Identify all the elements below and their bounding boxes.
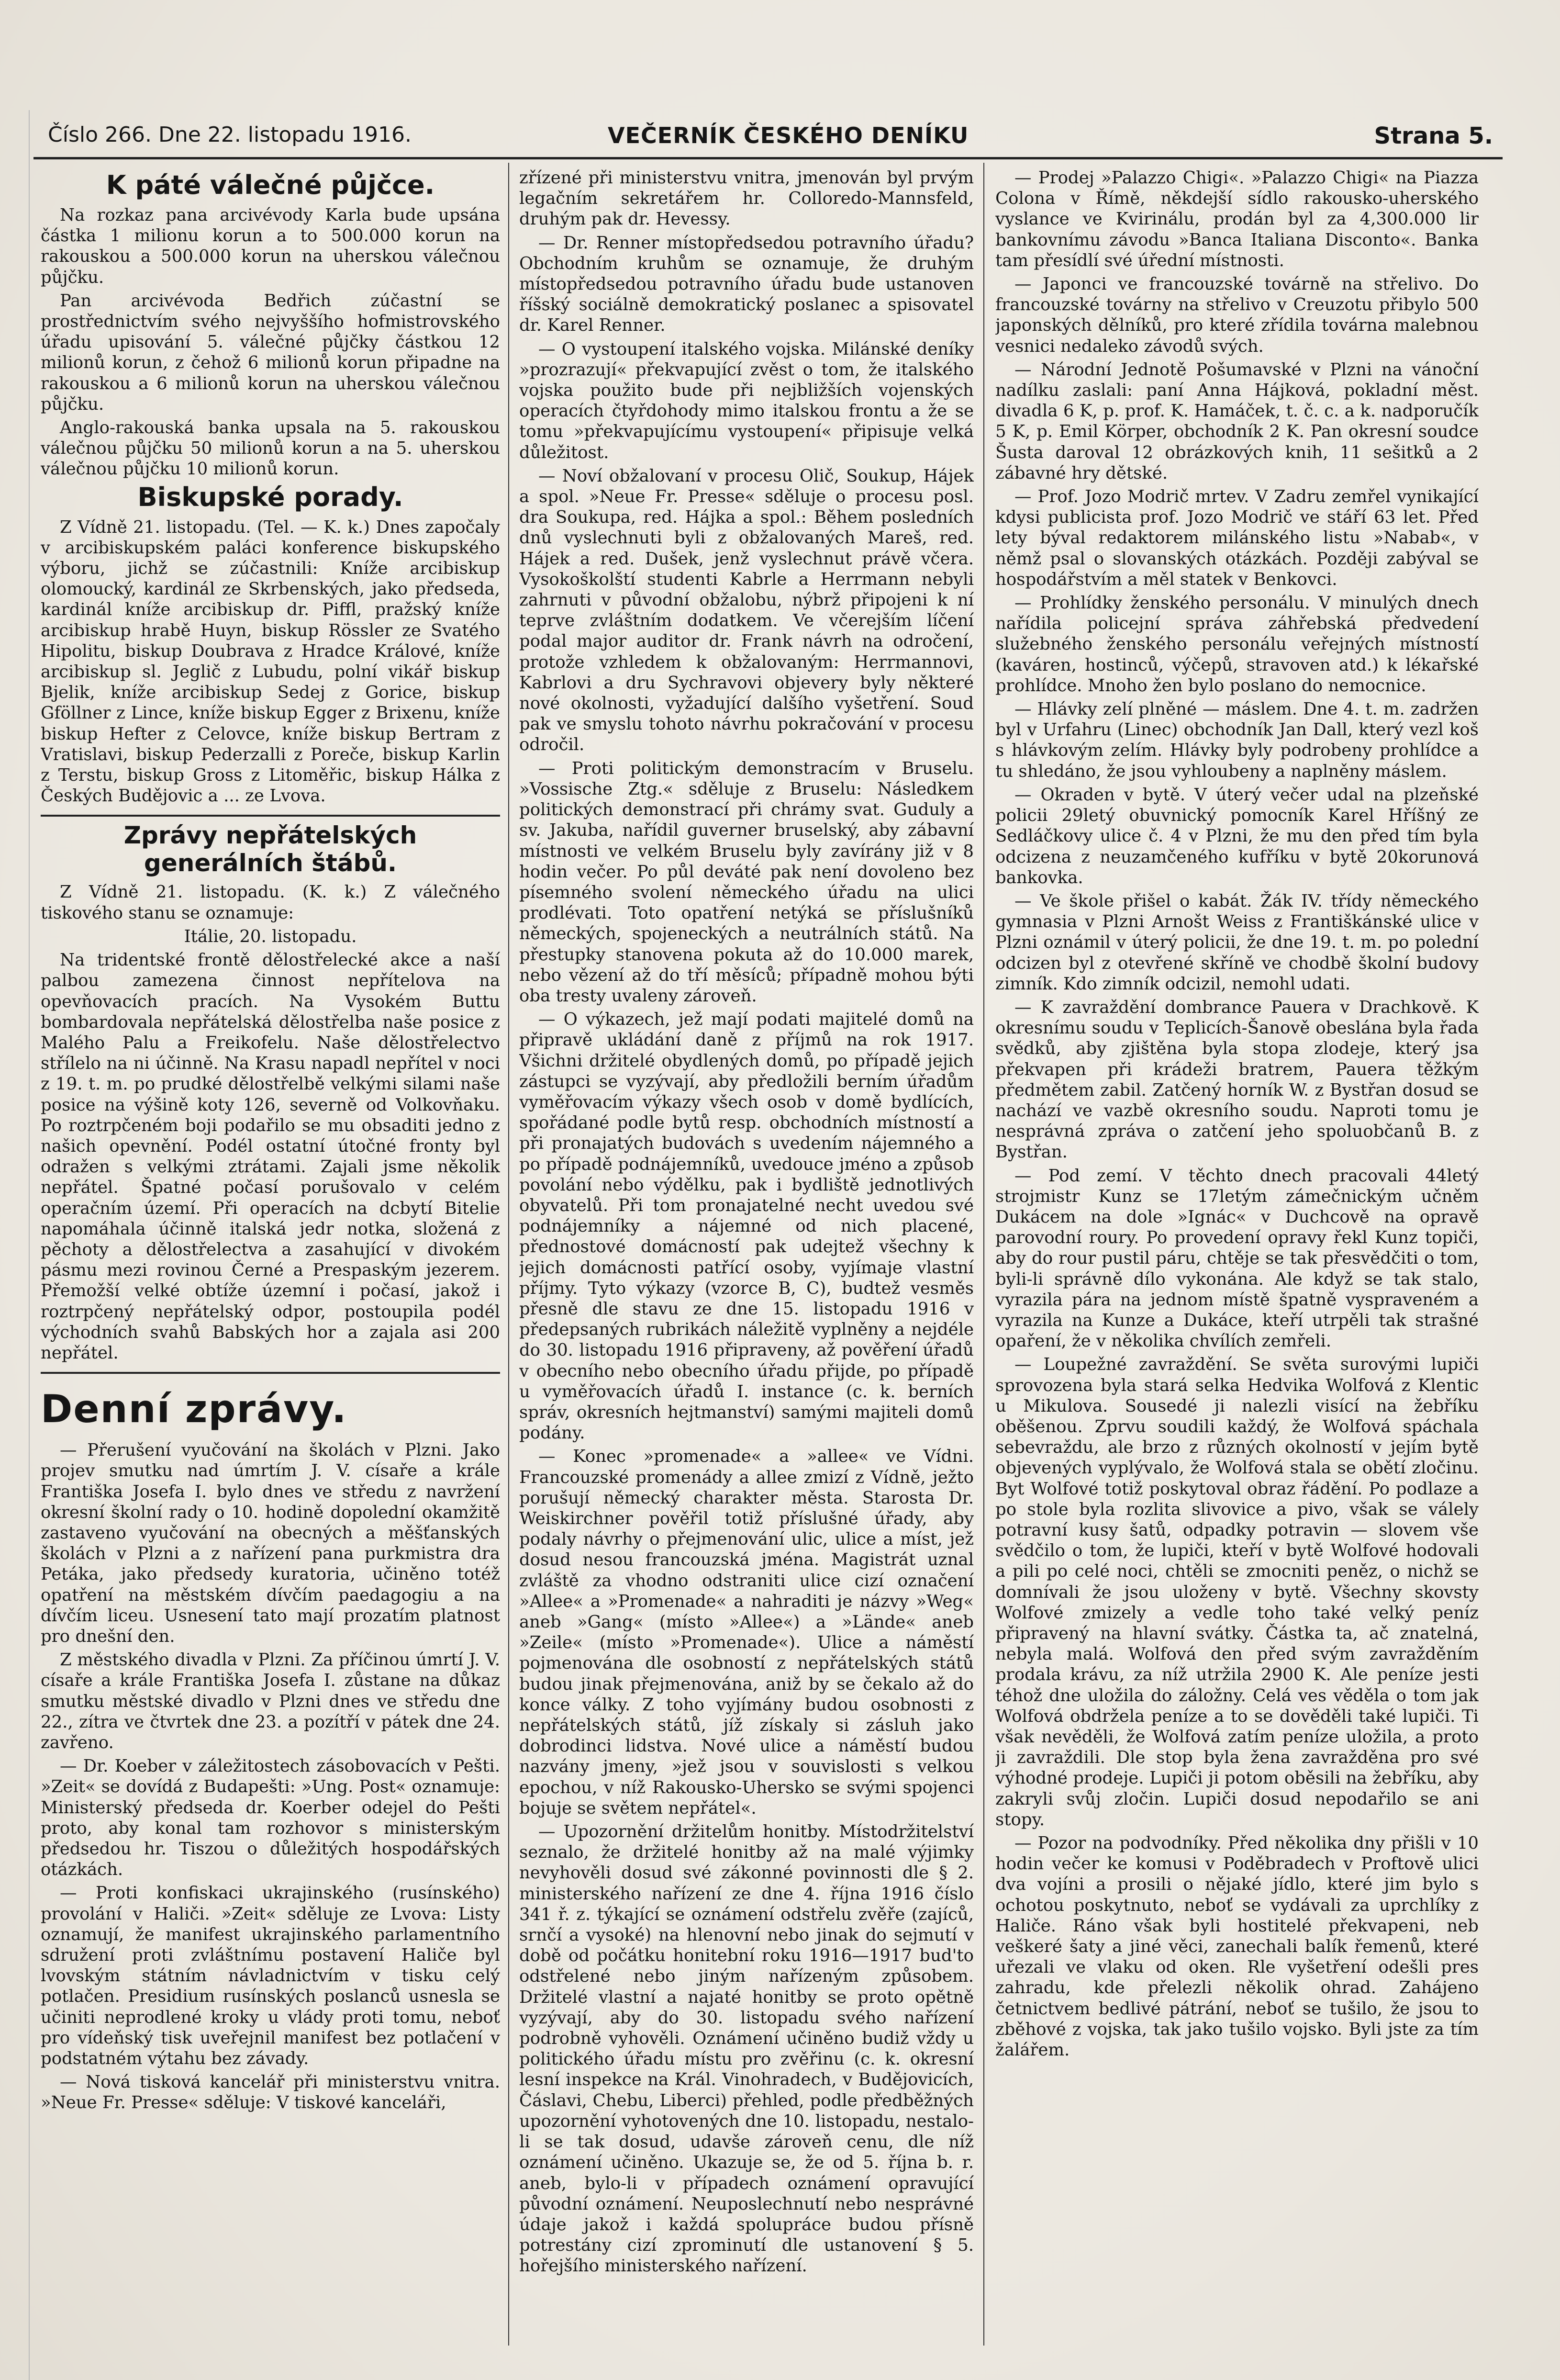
page-number: Strana 5.: [1374, 123, 1493, 149]
article-paragraph: Anglo-rakouská banka upsala na 5. rakouskou válečnou půjčku 50 milionů korun a na 5. uherskou válečnou půjčku 10 milionů korun.: [41, 418, 500, 479]
column-rule: [508, 163, 509, 2346]
article-paragraph: — Přerušení vyučování na školách v Plzni. Jako projev smutku nad úmrtím J. V. císaře a krále Františka Josefa I. bylo dnes ve středu z navržení okresní školní rady o 10. hodině dopolední okamžitě zastaveno vyučování na obecných a měšťanských školách v Plzni a z nařízení pana purkmistra dra Petáka, jako předsedy kuratoria, učiněno totéž opatření na městském dívčím paedagogiu a na dívčím liceu. Usnesení tato mají prozatím platnost pro dnešní den.: [41, 1440, 500, 1646]
article-paragraph: — Proti konfiskaci ukrajinského (rusínského) provolání v Haliči. »Zeit« sděluje ze Lvova: Listy oznamují, že manifest ukrajinského parlamentního sdružení proti zvláštnímu postavení Haliče byl lvovským státním návladnictvím v tisku celý potlačen. Presidium rusínských poslanců usnesla se učiniti neprodlené kroky u vlády proti tomu, neboť pro vídeňský tisk uveřejnil manifest bez potlačení v podstatném výtahu bez závady.: [41, 1883, 500, 2069]
article-paragraph: — Prohlídky ženského personálu. V minulých dnech nařídila policejní správa záhřebská předvedení služebného ženského personálu veřejných místností (kaváren, hostinců, výčepů, stravoven atd.) k lékařské prohlídce. Mnoho žen bylo poslano do nemocnice.: [995, 593, 1479, 696]
article-paragraph: — Dr. Renner místopředsedou potravního úřadu? Obchodním kruhům se oznamuje, že druhým místopředsedou potravního úřadu bude ustanoven říšský sociálně demokratický poslanec a spisovatel dr. Karel Renner.: [519, 233, 974, 336]
article-paragraph: zřízené při ministerstvu vnitra, jmenován byl prvým legačním sekretářem hr. Colloredo-Mannsfeld, druhým pak dr. Hevessy.: [519, 168, 974, 229]
article-paragraph: Na rozkaz pana arcivévody Karla bude upsána částka 1 milionu korun a to 500.000 korun na rakouskou a 500.000 korun na uherskou válečnou půjčku.: [41, 205, 500, 287]
article-paragraph: — Dr. Koeber v záležitostech zásobovacích v Pešti. »Zeit« se dovídá z Budapešti: »Ung. Post« oznamuje: Ministerský předseda dr. Koerber odejel do Pešti proto, aby konal tam rozhovor s ministerským předsedou hr. Tiszou o důležitých hospodářských otázkách.: [41, 1756, 500, 1880]
article-paragraph: Z městského divadla v Plzni. Za příčinou úmrtí J. V. císaře a krále Františka Josefa I. zůstane na důkaz smutku městské divadlo v Plzni dnes ve středu dne 22., zítra ve čtvrtek dne 23. a pozítří v pátek dne 24. zavřeno.: [41, 1650, 500, 1752]
article-paragraph: — Loupežné zavraždění. Se světa surovými lupiči sprovozena byla stará selka Hedvika Wolfová z Klentic u Mikulova. Sousedé ji nalezli visící na žebříku oběšenou. Zprvu soudili každý, že Wolfová spáchala sebevraždu, ale brzo z různých okolností v jejím bytě objevených vyplývalo, že Wolfová stala se obětí zločinu. Byt Wolfové totiž poskytoval obraz řádění. Po podlaze a po stole byla rozlita slivovice a pivo, však se válely potravní kusy šatů, odpadky potravin — slovem vše svědčilo o tom, že lupiči, kteří v bytě Wolfové hodovali a pili po celé noci, chtěli se zmocniti peněz, o nichž se domnívali že jsou uloženy v bytě. Všechny skovsty Wolfové zmizely a vedle toho také velký peníz připravený na hlavní svátky. Částka ta, ač znatelná, nebyla malá. Wolfová den před svým zavražděním prodala krávu, za níž utržila 2900 K. Ale peníze jesti téhož dne uložila do záložny. Celá ves věděla o tom jak Wolfová obdržela peníze a to se dověděli také lupiči. Ti však nevěděli, že Wolfová zatím peníze uložila, a proto ji zavraždili. Dle stop byla žena zavražděna pro své výhodné prodeje. Lupiči ji potom oběsili na žebříku, aby zakryli svůj zločin. Lupiči dosud nepodařilo se ani stopy.: [995, 1355, 1479, 1830]
previous-page-edge: [0, 110, 30, 2380]
heading-war-loan: K páté válečné půjčce.: [106, 170, 435, 200]
article-paragraph: — K zavraždění dombrance Pauera v Drachkově. K okresnímu soudu v Teplicích-Šanově obeslána byla řada svědků, aby zjištěna byla stopa zlodeje, který jsa překvapen při krádeži bratrem, Pauera těžkým předmětem zabil. Zatčený horník W. z Bystřan dosud se nachází ve vazbě okresního soudu. Naproti tomu je nesprávná zpráva o zatčení jeho spoluobčanů B. z Bystřan.: [995, 997, 1479, 1162]
article-paragraph: — Hlávky zelí plněné — máslem. Dne 4. t. m. zadržen byl v Urfahru (Linec) obchodník Jan Dall, který vezl koš s hlávkovým zelím. Hlávky byly podrobeny prohlídce a tu shledáno, že jsou vyhloubeny a naplněny máslem.: [995, 699, 1479, 781]
heading-enemy-reports: Zprávy nepřátelských generálních štábů.: [123, 821, 417, 877]
separator: [41, 815, 500, 817]
article-paragraph: Z Vídně 21. listopadu. (K. k.) Z válečného tiskového stanu se oznamuje:: [41, 882, 500, 923]
page-header: [33, 119, 1503, 159]
article-paragraph: — Upozornění držitelům honitby. Místodržitelství seznalo, že držitelé honitby až na malé výjimky nevyhověli dosud své zákonné povinnosti dle § 2. ministerského nařízení ze dne 4. října 1916 číslo 341 ř. z. týkající se oznámení odstřelu zvěře (zajíců, srnčí a vysoké) na hlenovní nebo jinak do sejmutí v době od počátku honitební roku 1916—1917 bud'to odstřelené nebo jiným nařízeným způsobem. Držitelé vlastní a najaté honitby se proto opětně vyzývají, aby do 30. listopadu svého nařízení podrobně vyhověli. Oznámení učiněno budiž vždy u politického úřadu místu pro zvěřinu (c. k. okresní lesní inspekce na Král. Vinohradech, v Budějovicích, Čáslavi, Chebu, Liberci) přehled, podle předběžných upozornění vyhotovených dne 10. listopadu, nestalo-li se tak dosud, udavše zároveň cenu, dle níž oznámení učiněno. Ukazuje se, že od 5. října b. r. aneb, bylo-li v případech oznámení opravující původní oznámení. Neuposlechnutí nebo nesprávné údaje jakož i každá spolupráce budou přísně potrestány cizí zprominutí dle ustanovení § 5. hořejšího ministerského nařízení.: [519, 1822, 974, 2276]
issue-line: Číslo 266. Dne 22. listopadu 1916.: [48, 123, 412, 147]
heading-daily-news: Denní zprávy.: [41, 1387, 347, 1432]
article-dateline: Itálie, 20. listopadu.: [184, 926, 357, 946]
column-2: [519, 168, 974, 2341]
separator: [41, 1372, 500, 1374]
article-paragraph: — Ve škole přišel o kabát. Žák IV. třídy německého gymnasia v Plzni Arnošt Weiss z Františkánské ulice v Plzni oznámil v úterý policii, že dne 19. t. m. po polední odcizen byl z otevřené skříně ve chodbě školní budovy zimník. Kdo zimník odcizil, nemohl udati.: [995, 891, 1479, 994]
article-paragraph: — Proti politickým demonstracím v Bruselu. »Vossische Ztg.« sděluje z Bruselu: Následkem politických demonstrací při chrámy svat. Guduly a sv. Jakuba, nařídil guverner bruselský, aby zábavní místnosti ve velkém Bruselu byly zavírány již v 8 hodin večer. Po půl deváté pak není dovoleno bez písemného svolení německého úřadu na ulici prodlévati. Toto opatření netýká se příslušníků německých, spojeneckých a neutrálních států. Na přestupky stanovena pokuta až do 10.000 marek, nebo vězení až do tří měsíců; případně mohou býti oba tresty uvaleny zároveň.: [519, 758, 974, 1006]
article-paragraph: — Prodej »Palazzo Chigi«. »Palazzo Chigi« na Piazza Colona v Římě, někdejší sídlo rakousko-uherského vyslance ve Kvirinálu, prodán byl za 4,300.000 lir bankovnímu závodu »Banca Italiana Disconto«. Banka tam přesídlí své úřední místnosti.: [995, 168, 1479, 270]
article-paragraph: — Nová tisková kancelář při ministerstvu vnitra. »Neue Fr. Presse« sděluje: V tiskové kanceláři,: [41, 2072, 500, 2113]
column-3: [995, 168, 1479, 2341]
article-paragraph: — Konec »promenade« a »allee« ve Vídni. Francouzské promenády a allee zmizí z Vídně, ježto porušují německý charakter města. Starosta Dr. Weiskirchner pověřil totiž příslušné úřady, aby podaly návrhy o přejmenování ulic, ulice a míst, jež dosud nesou francouzská jména. Magistrát uznal zvláště za vhodno odstraniti ulice cizí označení »Allee« a »Promenade« a nahraditi je názvy »Weg« aneb »Gang« (místo »Allee«) a »Lände« aneb »Zeile« (místo »Promenade«). Ulice a náměstí pojmenována dle osobností z nepřátelských států budou jinak přejmenována, aniž by se čekalo až do konce války. Z toho vyjímány budou osobnosti z nepřátelských států, jíž získaly si zásluh jako dobrodinci lidstva. Nové ulice a náměstí budou nazvány jmeny, »jež jsou v souvislosti s velkou epochou, v níž Rakousko-Uhersko se svými spojenci bojuje se světem nepřátel«.: [519, 1447, 974, 1818]
article-paragraph: — Prof. Jozo Modrič mrtev. V Zadru zemřel vynikající kdysi publicista prof. Jozo Modrič ve stáří 63 let. Před lety býval redaktorem milánského listu »Nabab«, v němž psal o slovanských otázkách. Později zabýval se hospodářstvím a měl statek v Benkovci.: [995, 487, 1479, 589]
article-paragraph: — Národní Jednotě Pošumavské v Plzni na vánoční nadílku zaslali: paní Anna Hájková, pokladní měst. divadla 6 K, p. prof. K. Hamáček, t. č. c. a k. nadporučík 5 K, p. Emil Körper, obchodník 2 K. Pan okresní soudce Šusta daroval 12 obrázkových knih, 11 sešitků a 2 zábavné hry dětské.: [995, 359, 1479, 483]
article-paragraph: Pan arcivévoda Bedřich zúčastní se prostřednictvím svého nejvyššího hofmistrovského úřadu upisování 5. válečné půjčky částkou 12 milionů korun, z čehož 6 milionů korun připadne na rakouskou a 6 milionů korun na uherskou válečnou půjčku.: [41, 291, 500, 414]
column-1: [41, 168, 500, 2341]
article-paragraph: — O výkazech, jež mají podati majitelé domů na připravě ukládání daně z příjmů na rok 1917. Všichni držitelé obydlených domů, po případě jejich zástupci se vyzývají, aby předložili berním úřadům vyměřovacím výkazy všech osob v domě bydlících, spořádané podle bytů resp. obchodních místností a při pronajatých budovách s uvedením nájemného a po případě podnájemníků, uvedouce jméno a způsob povolání nebo výdělku, pak i bydliště jednotlivých obyvatelů. Při tom pronajatelné necht uvedou své podnájemníky a nájemné od nich placené, přednostové domácností pak udejtež všechny k jejich domácnosti patřící osoby, vyjímaje vlastní příjmy. Tyto výkazy (vzorce B, C), budtež vesměs přesně dle stavu ze dne 15. listopadu 1916 v předepsaných rubrikách náležitě vyplněny a nejdéle do 30. listopadu 1916 připraveny, až pověření úřadů v obecního nebo obecního úřadu přijde, po případě u vyměřovacích úřadů I. instance (c. k. berních správ, okresních hejtmanství) samými majiteli domů podány.: [519, 1010, 974, 1443]
article-paragraph: — Pod zemí. V těchto dnech pracovali 44letý strojmistr Kunz se 17letým zámečnickým učněm Dukácem na dole »Ignác« v Duchcově na opravě parovodní roury. Po provedení opravy řekl Kunz topiči, aby do rour pustil páru, chtěje se tak přesvědčiti o tom, byli-li správně dílo vykonána. Ale když se tak stalo, vyrazila pára na jednom místě špatně vyspraveném a vyrazila na Kunze a Dukáce, kteří utrpěli tak strašné opaření, že v několika chvílích zemřeli.: [995, 1166, 1479, 1351]
article-paragraph: — Japonci ve francouzské továrně na střelivo. Do francouzské továrny na střelivo v Creuzotu přibylo 500 japonských dělníků, pro které zřídila továrna malebnou vesnici nedaleko závodů svých.: [995, 274, 1479, 356]
article-paragraph: — O vystoupení italského vojska. Milánské deníky »prozrazují« překvapující zvěst o tom, že italského vojska použito bude při nejbližších vojenských operacích čtyřdohody mimo italskou frontu a že se tomu »překvapujícímu vystoupení« připisuje velká důležitost.: [519, 339, 974, 462]
heading-bishops: Biskupské porady.: [137, 482, 403, 512]
article-paragraph: — Okraden v bytě. V úterý večer udal na plzeňské policii 29letý obuvnický pomocník Karel Hříšný ze Sedláčkovy ulice č. 4 v Plzni, že mu den před tím byla odcizena z neuzamčeného kufříku v bytě 20korunová bankovka.: [995, 785, 1479, 887]
article-paragraph: — Noví obžalovaní v procesu Olič, Soukup, Hájek a spol. »Neue Fr. Presse« sděluje o procesu posl. dra Soukupa, red. Hájka a spol.: Během posledních dnů vyslechnuti byli z obžalovaných Mareš, red. Hájek a red. Dušek, jenž vyslechnut právě včera. Vysokoškolští studenti Kabrle a Herrmann nebyli zahrnuti v původní obžalobu, nýbrž připojeni k ní teprve zvláštním dodatkem. Ve včerejším líčení podal major auditor dr. Frank návrh na odročení, protože vzhledem k obžalovaným: Herrmannovi, Kabrlovi a dru Sychravovi objevery byly některé nové okolnosti, vyžadující dalšího vyšetření. Soud pak ve smyslu tohoto návrhu pokračování v procesu odročil.: [519, 466, 974, 755]
masthead: VEČERNÍK ČESKÉHO DENÍKU: [608, 123, 969, 148]
article-paragraph: Z Vídně 21. listopadu. (Tel. — K. k.) Dnes započaly v arcibiskupském paláci konference biskupského výboru, jichž se zúčastnili: Kníže arcibiskup olomoucký, kardinál ze Skrbenských, jako předseda, kardinál kníže arcibiskup dr. Piffl, pražský kníže arcibiskup hrabě Huyn, biskup Rössler ze Svatého Hipolitu, biskup Doubrava z Hradce Králové, kníže arcibiskup sl. Jeglič z Lubudu, polní vikář biskup Bjelik, kníže arcibiskup Sedej z Gorice, biskup Gföllner z Lince, kníže biskup Egger z Brixenu, kníže biskup Hefter z Celovce, kníže biskup Bertram z Vratislavi, biskup Pederzalli z Poreče, biskup Karlin z Terstu, biskup Gross z Litoměřic, biskup Hálka z Českých Budějovic a ... ze Lvova.: [41, 517, 500, 806]
article-paragraph: Na tridentské frontě dělostřelecké akce a naší palbou zamezena činnost nepřítelova na opevňovacích pracích. Na Vysokém Buttu bombardovala nepřátelská dělostřelba naše posice z Malého Palu a Freikofelu. Naše dělostřelectvo střílelo na ni účinně. Na Krasu napadl nepřítel v noci z 19. t. m. po prudké dělostřelbě velkými silami naše posice na výšině koty 126, severně od Volkovňaku. Po roztrpčeném boji podařilo se mu obsaditi jedno z našich opevnění. Podél ostatní útočné fronty byl odražen s velkými ztrátami. Zajali jsme několik nepřátel. Špatné počasí porušovalo v celém operačním území. Při operacích na dcbytí Bitelie napomáhala účinně italská jedr notka, složená z pěchoty a dělostřelectva a zasahující v divokém pásmu mezi rovinou Černé a Prespaským jezerem. Přemožší velké obtíže územní i počasí, jakož i roztrpčený nepřátelský odpor, postoupila podél východních svahů Babských hor a zajala asi 200 nepřátel.: [41, 950, 500, 1363]
article-paragraph: — Pozor na podvodníky. Před několika dny přišli v 10 hodin večer ke komusi v Poděbradech v Proftově ulici dva vojíni a prosili o nějaké jídlo, které jim bylo s ochotou poskytnuto, neboť se vydávali za uprchlíky z Haliče. Ráno však byli hostitelé překvapeni, neb veškeré šaty a jiné věci, zanechali balík řemenů, které uřezali ve vlaku od oken. Rle vyšetření odešli pres zahradu, kde přelezli několik ohrad. Zahájeno četnictvem bedlivé pátrání, neboť se tušilo, že jsou to zběhové z vojska, tak jako tušilo vojsko. Byli jste za tím žalářem.: [995, 1833, 1479, 2060]
column-rule: [983, 163, 984, 2346]
